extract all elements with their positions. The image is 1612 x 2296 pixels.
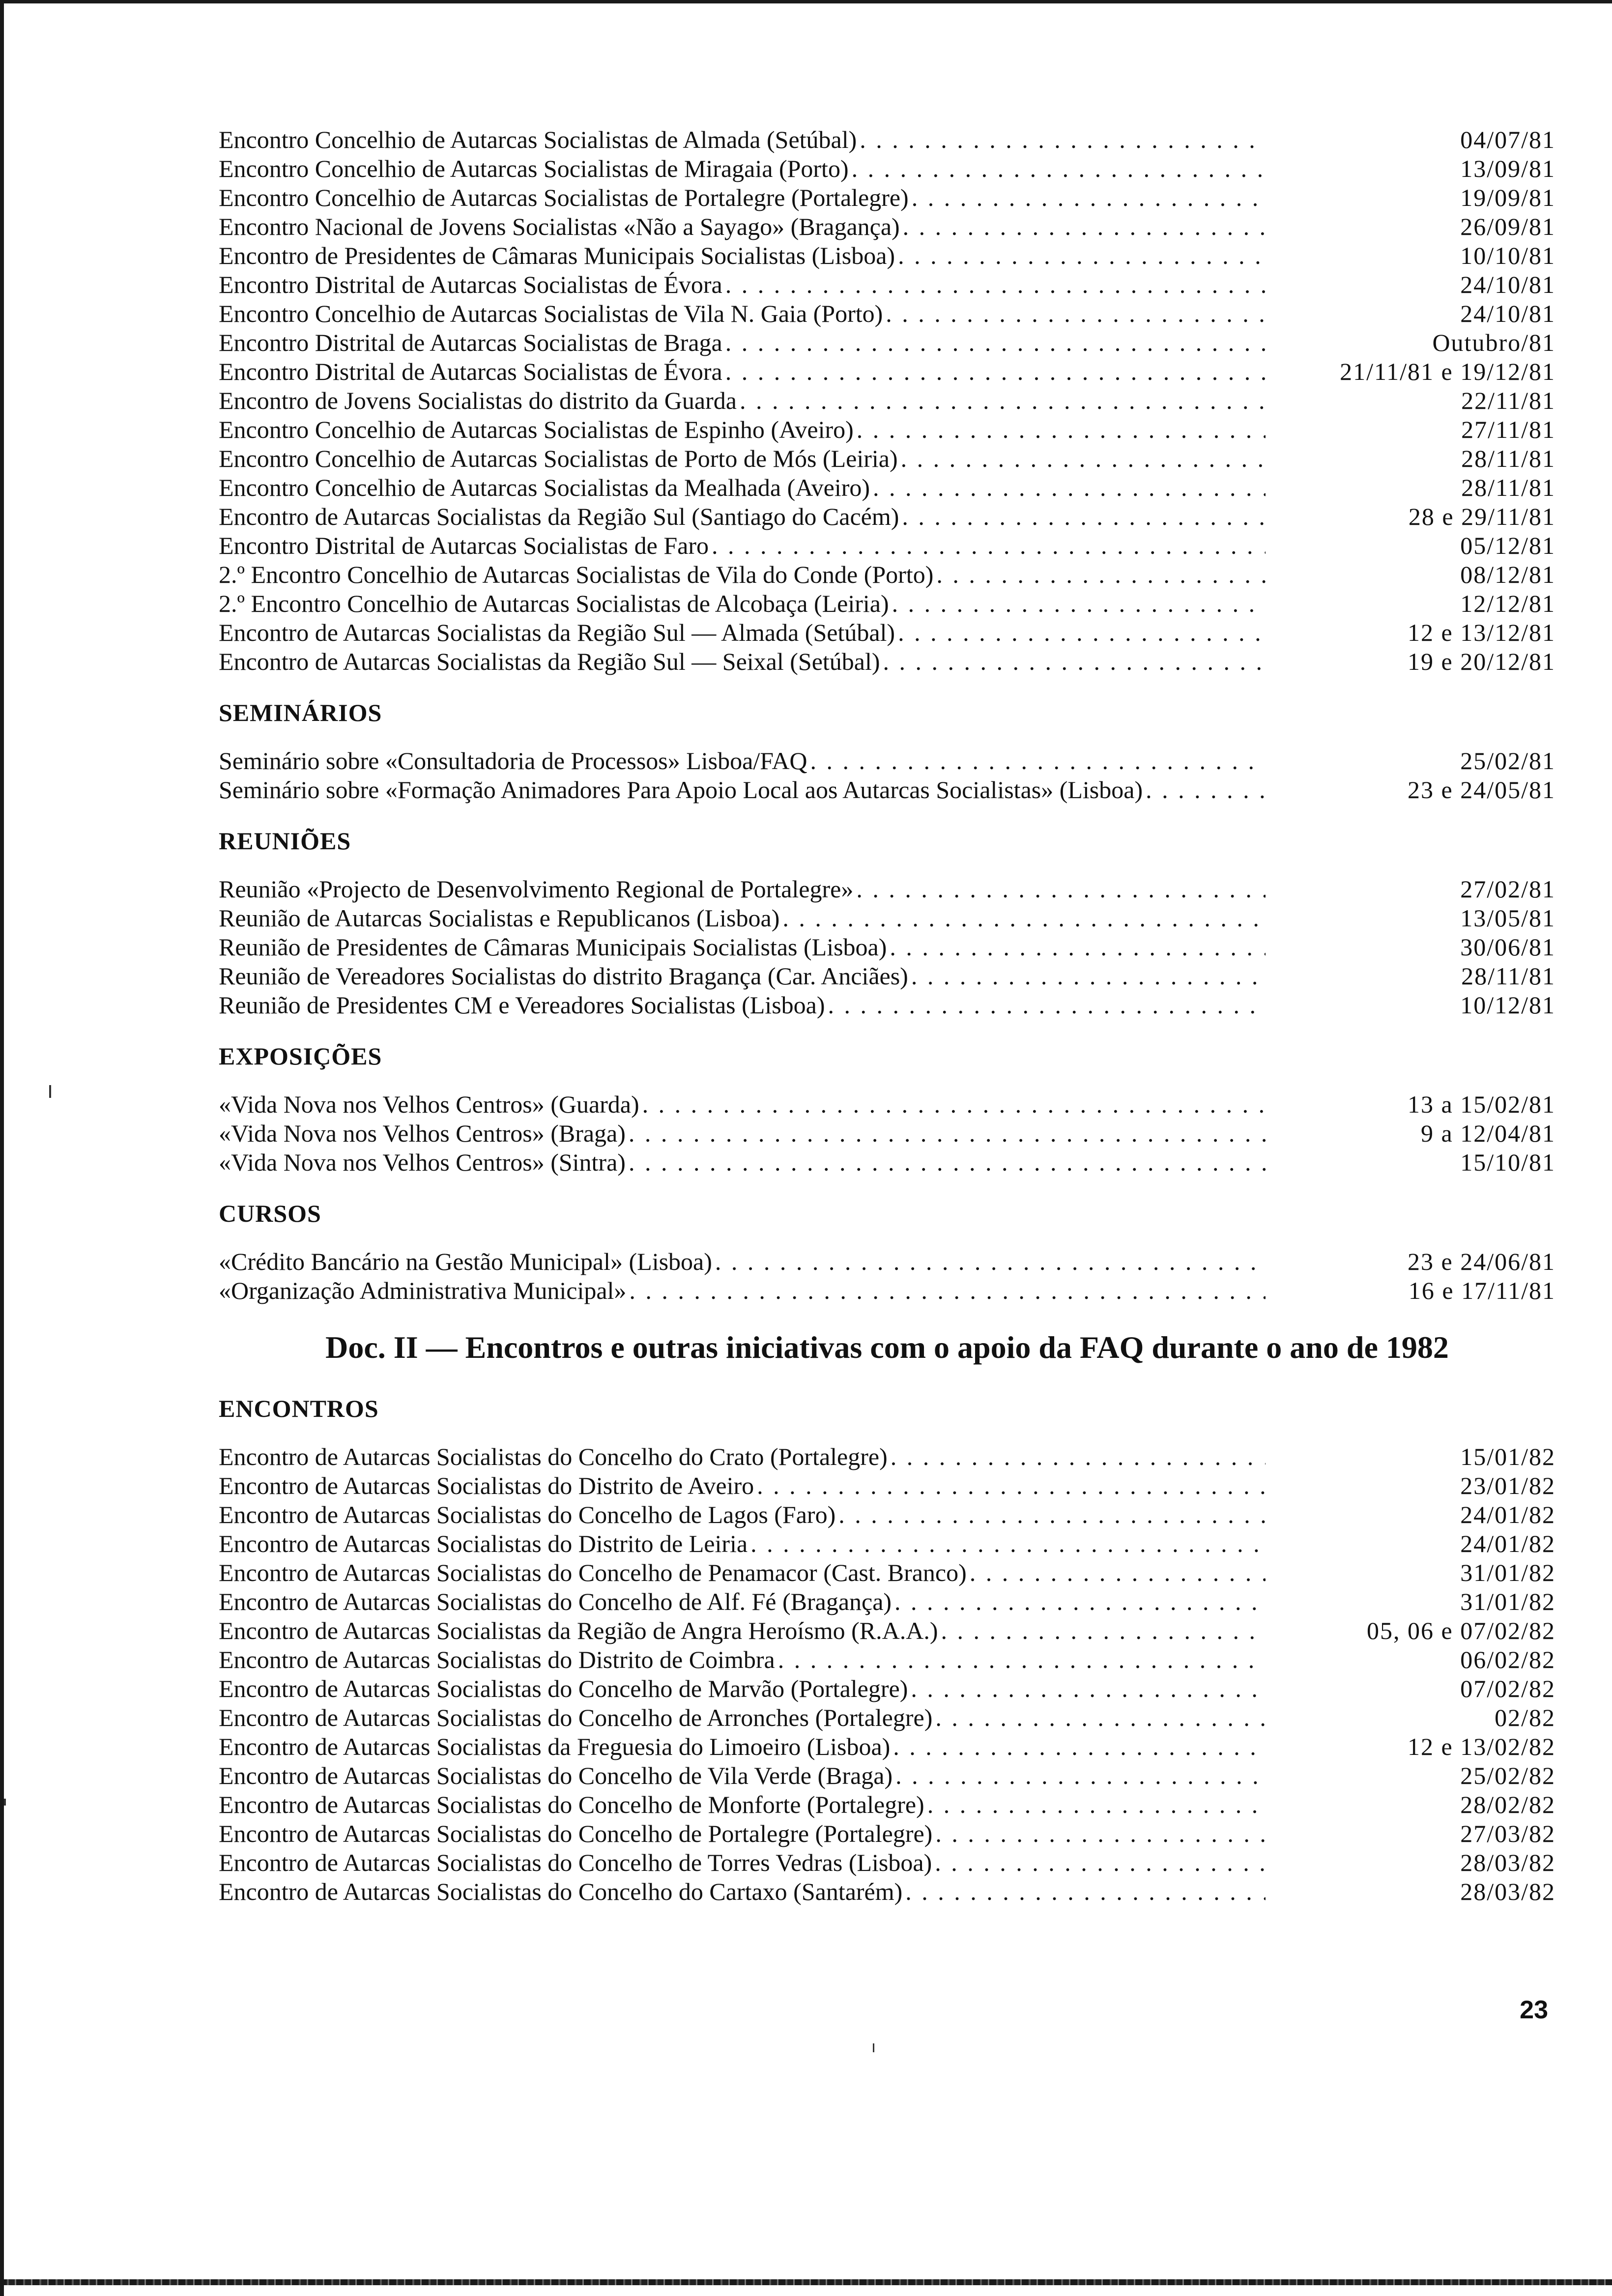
entry-date: 15/01/82	[1460, 1443, 1555, 1470]
entry-title: Reunião «Projecto de Desenvolvimento Regional de Portalegre» . . .	[219, 875, 1266, 904]
list-item	[219, 1090, 1555, 1119]
entry-title: Encontro Concelhio de Autarcas Socialistas de Miragaia (Porto) . . .	[219, 154, 1266, 183]
list-item	[219, 1471, 1555, 1500]
entry-date: Outubro/81	[1432, 329, 1555, 356]
list-item	[219, 1732, 1555, 1761]
entry-title: «Vida Nova nos Velhos Centros» (Braga) . . .	[219, 1119, 1266, 1148]
entry-date: 24/10/81	[1460, 271, 1555, 298]
list-item	[219, 560, 1555, 589]
entry-date: 28/02/82	[1460, 1791, 1555, 1818]
section-heading: SEMINÁRIOS	[219, 699, 382, 726]
section-heading: ENCONTROS	[219, 1395, 379, 1422]
page-number: 23	[1520, 1996, 1548, 2024]
entry-title: Encontro de Autarcas Socialistas do Concelho de Alf. Fé (Bragança) . . .	[219, 1587, 1266, 1616]
document-body	[219, 125, 1555, 1906]
entry-date: 27/03/82	[1460, 1820, 1555, 1847]
list-item	[219, 589, 1555, 618]
entry-date: 12 e 13/02/82	[1408, 1733, 1555, 1760]
entry-title: Encontro Distrital de Autarcas Socialistas de Braga . . .	[219, 328, 1266, 357]
entry-date: 23 e 24/05/81	[1408, 776, 1555, 804]
entry-list	[219, 1442, 1555, 1906]
entry-date: 9 a 12/04/81	[1421, 1119, 1555, 1147]
entry-title: Encontro de Autarcas Socialistas da Região Sul (Santiago do Cacém) . . .	[219, 502, 1266, 531]
entry-title: Encontro de Autarcas Socialistas do Concelho do Cartaxo (Santarém) . . .	[219, 1877, 1266, 1906]
entry-title: «Vida Nova nos Velhos Centros» (Sintra) . . .	[219, 1148, 1266, 1177]
entry-title: Encontro de Autarcas Socialistas da Região de Angra Heroísmo (R.A.A.) . . .	[219, 1616, 1266, 1645]
list-item	[219, 1587, 1555, 1616]
entry-title: Encontro Concelhio de Autarcas Socialistas de Espinho (Aveiro) . . .	[219, 415, 1266, 444]
list-item	[219, 618, 1555, 647]
list-item	[219, 647, 1555, 676]
list-item	[219, 1674, 1555, 1703]
entry-date: 06/02/82	[1460, 1646, 1555, 1673]
entry-date: 28 e 29/11/81	[1408, 503, 1555, 530]
entry-title: Encontro de Autarcas Socialistas do Concelho de Torres Vedras (Lisboa) . . .	[219, 1848, 1266, 1877]
scan-mark	[873, 2043, 874, 2052]
entry-title: «Crédito Bancário na Gestão Municipal» (Lisboa) . . .	[219, 1247, 1266, 1276]
list-item	[219, 328, 1555, 357]
list-item	[219, 904, 1555, 933]
list-item	[219, 775, 1555, 804]
entry-date: 04/07/81	[1460, 126, 1555, 153]
entry-title: Encontro Concelhio de Autarcas Socialistas da Mealhada (Aveiro) . . .	[219, 473, 1266, 502]
entry-title: Encontro de Autarcas Socialistas do Concelho do Crato (Portalegre) . . .	[219, 1442, 1266, 1471]
entry-title: Encontro de Autarcas Socialistas do Concelho de Monforte (Portalegre) . . .	[219, 1790, 1266, 1819]
entry-date: 28/11/81	[1461, 445, 1555, 472]
entry-date: 05/12/81	[1460, 532, 1555, 559]
entry-date: 13/05/81	[1460, 904, 1555, 932]
entry-date: 23/01/82	[1460, 1472, 1555, 1499]
entry-title: Reunião de Presidentes CM e Vereadores Socialistas (Lisboa) . . .	[219, 991, 1266, 1020]
entry-date: 08/12/81	[1460, 561, 1555, 588]
list-item	[219, 875, 1555, 904]
entry-date: 12/12/81	[1460, 590, 1555, 617]
entry-title: Encontro de Autarcas Socialistas do Distrito de Aveiro . . .	[219, 1471, 1266, 1500]
list-item	[219, 444, 1555, 473]
doc-heading: Doc. II — Encontros e outras iniciativas com o apoio da FAQ durante o ano de 1982	[325, 1330, 1449, 1365]
entry-title: Encontro de Presidentes de Câmaras Municipais Socialistas (Lisboa) . . .	[219, 241, 1266, 270]
entry-title: Encontro Nacional de Jovens Socialistas «Não a Sayago» (Bragança) . . .	[219, 212, 1266, 241]
list-item	[219, 1877, 1555, 1906]
list-item	[219, 962, 1555, 991]
list-item	[219, 1148, 1555, 1177]
entry-date: 24/10/81	[1460, 300, 1555, 327]
list-item	[219, 746, 1555, 775]
entry-title: Encontro de Autarcas Socialistas do Concelho de Portalegre (Portalegre) . . .	[219, 1819, 1266, 1848]
entry-date: 31/01/82	[1460, 1559, 1555, 1586]
list-item	[219, 473, 1555, 502]
list-item	[219, 357, 1555, 386]
list-item	[219, 1616, 1555, 1645]
entry-date: 10/10/81	[1460, 242, 1555, 269]
entry-title: Encontro Concelhio de Autarcas Socialistas de Porto de Mós (Leiria) . . .	[219, 444, 1266, 473]
entry-date: 26/09/81	[1460, 213, 1555, 240]
list-item	[219, 1703, 1555, 1732]
entry-date: 15/10/81	[1460, 1148, 1555, 1176]
entry-title: «Vida Nova nos Velhos Centros» (Guarda) . . .	[219, 1090, 1266, 1119]
entry-date: 24/01/82	[1460, 1501, 1555, 1528]
entry-title: Encontro de Autarcas Socialistas do Distrito de Leiria . . .	[219, 1529, 1266, 1558]
entry-title: Encontro de Autarcas Socialistas do Distrito de Coimbra . . .	[219, 1645, 1266, 1674]
entry-list	[219, 746, 1555, 804]
entry-title: «Organização Administrativa Municipal» . . .	[219, 1276, 1266, 1305]
entry-title: Reunião de Autarcas Socialistas e Republicanos (Lisboa) . . .	[219, 904, 1266, 933]
entry-date: 28/11/81	[1461, 962, 1555, 990]
section-heading: CURSOS	[219, 1200, 321, 1227]
entry-title: Encontro de Autarcas Socialistas da Região Sul — Almada (Setúbal) . . .	[219, 618, 1266, 647]
entry-title: Reunião de Vereadores Socialistas do distrito Bragança (Car. Anciães) . . .	[219, 962, 1266, 991]
entry-date: 25/02/81	[1460, 747, 1555, 775]
list-item	[219, 1819, 1555, 1848]
entry-title: Encontro Distrital de Autarcas Socialistas de Évora . . .	[219, 357, 1266, 386]
list-item	[219, 183, 1555, 212]
list-item	[219, 154, 1555, 183]
list-item	[219, 1276, 1555, 1305]
entry-list	[219, 1247, 1555, 1305]
list-item	[219, 299, 1555, 328]
entry-title: Encontro de Autarcas Socialistas da Região Sul — Seixal (Setúbal) . . .	[219, 647, 1266, 676]
entry-title: Encontro Distrital de Autarcas Socialistas de Évora . . .	[219, 270, 1266, 299]
entry-date: 21/11/81 e 19/12/81	[1340, 358, 1555, 385]
entry-title: Encontro Concelhio de Autarcas Socialistas de Vila N. Gaia (Porto) . . .	[219, 299, 1266, 328]
list-item	[219, 386, 1555, 415]
section-heading: REUNIÕES	[219, 827, 351, 855]
entry-title: Encontro de Autarcas Socialistas do Concelho de Arronches (Portalegre) . . .	[219, 1703, 1266, 1732]
scan-mark	[49, 1085, 51, 1098]
entry-title: Encontro de Autarcas Socialistas do Concelho de Vila Verde (Braga) . . .	[219, 1761, 1266, 1790]
entry-date: 19/09/81	[1460, 184, 1555, 211]
entry-title: Seminário sobre «Formação Animadores Para Apoio Local aos Autarcas Socialistas» (Lisboa) . . .	[219, 775, 1266, 804]
page-border-top	[0, 0, 1612, 3]
entry-title: 2.º Encontro Concelhio de Autarcas Socialistas de Vila do Conde (Porto) . . .	[219, 560, 1266, 589]
entry-title: Encontro de Autarcas Socialistas do Concelho de Lagos (Faro) . . .	[219, 1500, 1266, 1529]
list-item	[219, 1790, 1555, 1819]
entry-title: Encontro Concelhio de Autarcas Socialistas de Almada (Setúbal) . . .	[219, 125, 1266, 154]
entry-date: 27/11/81	[1461, 416, 1555, 443]
entry-date: 13/09/81	[1460, 155, 1555, 182]
list-item	[219, 933, 1555, 962]
entry-date: 30/06/81	[1460, 933, 1555, 961]
list-item	[219, 502, 1555, 531]
entry-title: Encontro de Autarcas Socialistas da Freguesia do Limoeiro (Lisboa) . . .	[219, 1732, 1266, 1761]
list-item	[219, 241, 1555, 270]
list-item	[219, 415, 1555, 444]
entry-title: Seminário sobre «Consultadoria de Processos» Lisboa/FAQ . . .	[219, 746, 1266, 775]
section-heading: EXPOSIÇÕES	[219, 1042, 382, 1070]
entry-date: 02/82	[1495, 1704, 1555, 1731]
entry-date: 25/02/82	[1460, 1762, 1555, 1789]
list-item	[219, 212, 1555, 241]
list-item	[219, 1247, 1555, 1276]
list-item	[219, 1119, 1555, 1148]
page-border-bottom	[0, 2279, 1612, 2285]
entry-date: 28/03/82	[1460, 1878, 1555, 1905]
list-item	[219, 531, 1555, 560]
entry-date: 16 e 17/11/81	[1408, 1277, 1555, 1304]
entry-date: 19 e 20/12/81	[1408, 648, 1555, 675]
list-item	[219, 1529, 1555, 1558]
entry-date: 05, 06 e 07/02/82	[1367, 1617, 1555, 1644]
list-item	[219, 1558, 1555, 1587]
entry-date: 13 a 15/02/81	[1408, 1091, 1555, 1118]
list-item	[219, 1442, 1555, 1471]
page-border-left	[0, 0, 4, 2296]
entry-title: 2.º Encontro Concelhio de Autarcas Socialistas de Alcobaça (Leiria) . . .	[219, 589, 1266, 618]
entry-date: 28/03/82	[1460, 1849, 1555, 1876]
scan-mark	[4, 1799, 6, 1806]
entry-title: Encontro de Jovens Socialistas do distrito da Guarda . . .	[219, 386, 1266, 415]
entry-date: 10/12/81	[1460, 991, 1555, 1019]
list-item	[219, 125, 1555, 154]
entry-list	[219, 1090, 1555, 1177]
list-item	[219, 1500, 1555, 1529]
list-item	[219, 991, 1555, 1020]
entry-date: 31/01/82	[1460, 1588, 1555, 1615]
entry-date: 07/02/82	[1460, 1675, 1555, 1702]
list-item	[219, 1645, 1555, 1674]
entry-date: 24/01/82	[1460, 1530, 1555, 1557]
entry-date: 22/11/81	[1461, 387, 1555, 414]
entry-date: 12 e 13/12/81	[1408, 619, 1555, 646]
list-item	[219, 1761, 1555, 1790]
entry-title: Encontro Concelhio de Autarcas Socialistas de Portalegre (Portalegre) . . .	[219, 183, 1266, 212]
entry-title: Encontro Distrital de Autarcas Socialistas de Faro . . .	[219, 531, 1266, 560]
entry-title: Encontro de Autarcas Socialistas do Concelho de Penamacor (Cast. Branco) . . .	[219, 1558, 1266, 1587]
entry-list	[219, 125, 1555, 676]
list-item	[219, 1848, 1555, 1877]
entry-title: Encontro de Autarcas Socialistas do Concelho de Marvão (Portalegre) . . .	[219, 1674, 1266, 1703]
entry-date: 28/11/81	[1461, 474, 1555, 501]
entry-list	[219, 875, 1555, 1020]
entry-date: 23 e 24/06/81	[1408, 1248, 1555, 1275]
entry-date: 27/02/81	[1460, 875, 1555, 903]
entry-title: Reunião de Presidentes de Câmaras Municipais Socialistas (Lisboa) . . .	[219, 933, 1266, 962]
list-item	[219, 270, 1555, 299]
